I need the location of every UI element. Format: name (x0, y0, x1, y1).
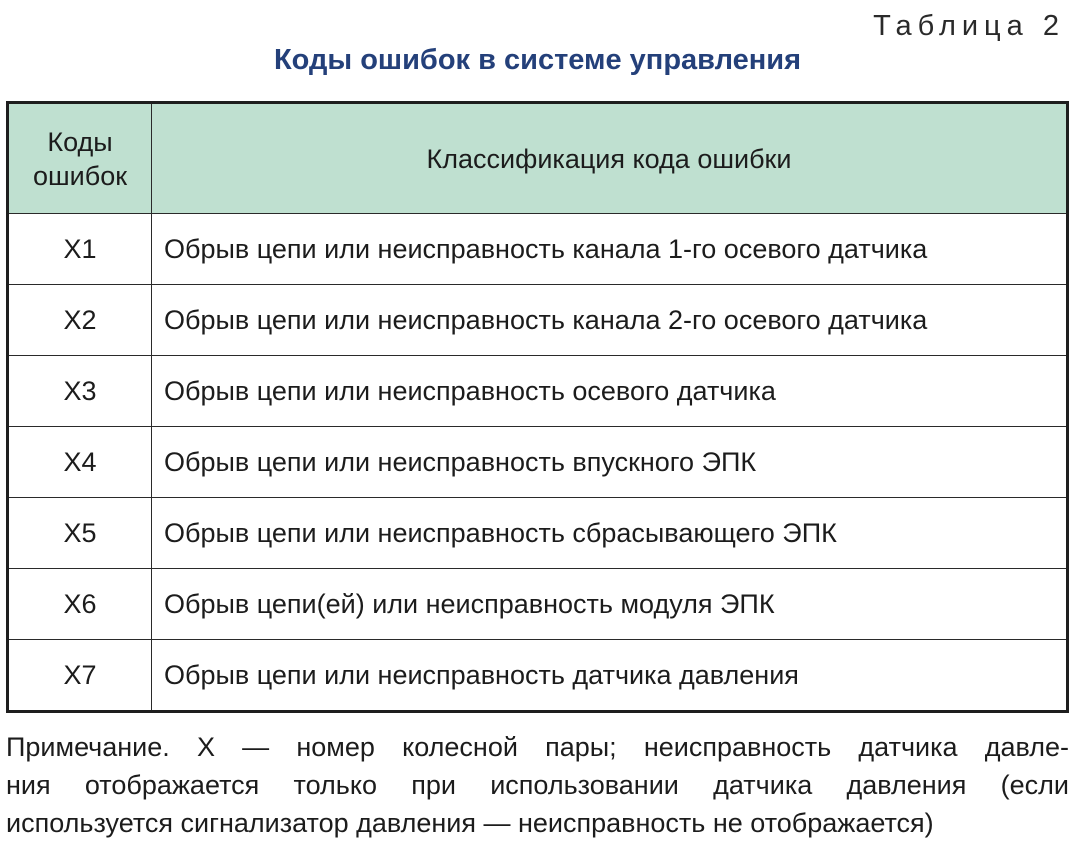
table-row (8, 498, 1068, 569)
error-description-cell: Обрыв цепи(ей) или неисправность модуля ЭПК (152, 569, 1068, 640)
table-row (8, 285, 1068, 356)
table-note (6, 728, 1069, 842)
error-code-cell: X4 (8, 427, 152, 498)
error-description-cell: Обрыв цепи или неисправность сбрасывающего ЭПК (152, 498, 1068, 569)
note-line: ния отображается только при использовании датчика давления (если (6, 770, 1069, 800)
header-error-codes (8, 103, 152, 214)
error-code-cell: X6 (8, 569, 152, 640)
error-code-cell: X2 (8, 285, 152, 356)
error-description-cell: Обрыв цепи или неисправность канала 1-го осевого датчика (152, 214, 1068, 285)
table-number: Таблица 2 (873, 10, 1065, 42)
error-code-cell: X7 (8, 640, 152, 712)
header-error-codes-line1: Коды (47, 126, 113, 157)
header-error-codes-line2: ошибок (32, 160, 128, 191)
error-code-cell: X1 (8, 214, 152, 285)
error-code-cell: X3 (8, 356, 152, 427)
error-description-cell: Обрыв цепи или неисправность осевого датчика (152, 356, 1068, 427)
error-codes-table (6, 101, 1069, 713)
table-row (8, 569, 1068, 640)
note-line: Примечание. X — номер колесной пары; неисправность датчика давле- (6, 732, 1069, 762)
table-row (8, 427, 1068, 498)
error-description-cell: Обрыв цепи или неисправность канала 2-го осевого датчика (152, 285, 1068, 356)
error-description-cell: Обрыв цепи или неисправность впускного ЭПК (152, 427, 1068, 498)
table-row (8, 640, 1068, 712)
table-row (8, 356, 1068, 427)
note-line: используется сигнализатор давления — неисправность не отображается) (6, 808, 934, 838)
table-row (8, 214, 1068, 285)
table-header-row (8, 103, 1068, 214)
error-code-cell: X5 (8, 498, 152, 569)
table-title: Коды ошибок в системе управления (273, 44, 802, 76)
header-classification: Классификация кода ошибки (152, 103, 1068, 214)
error-description-cell: Обрыв цепи или неисправность датчика давления (152, 640, 1068, 712)
